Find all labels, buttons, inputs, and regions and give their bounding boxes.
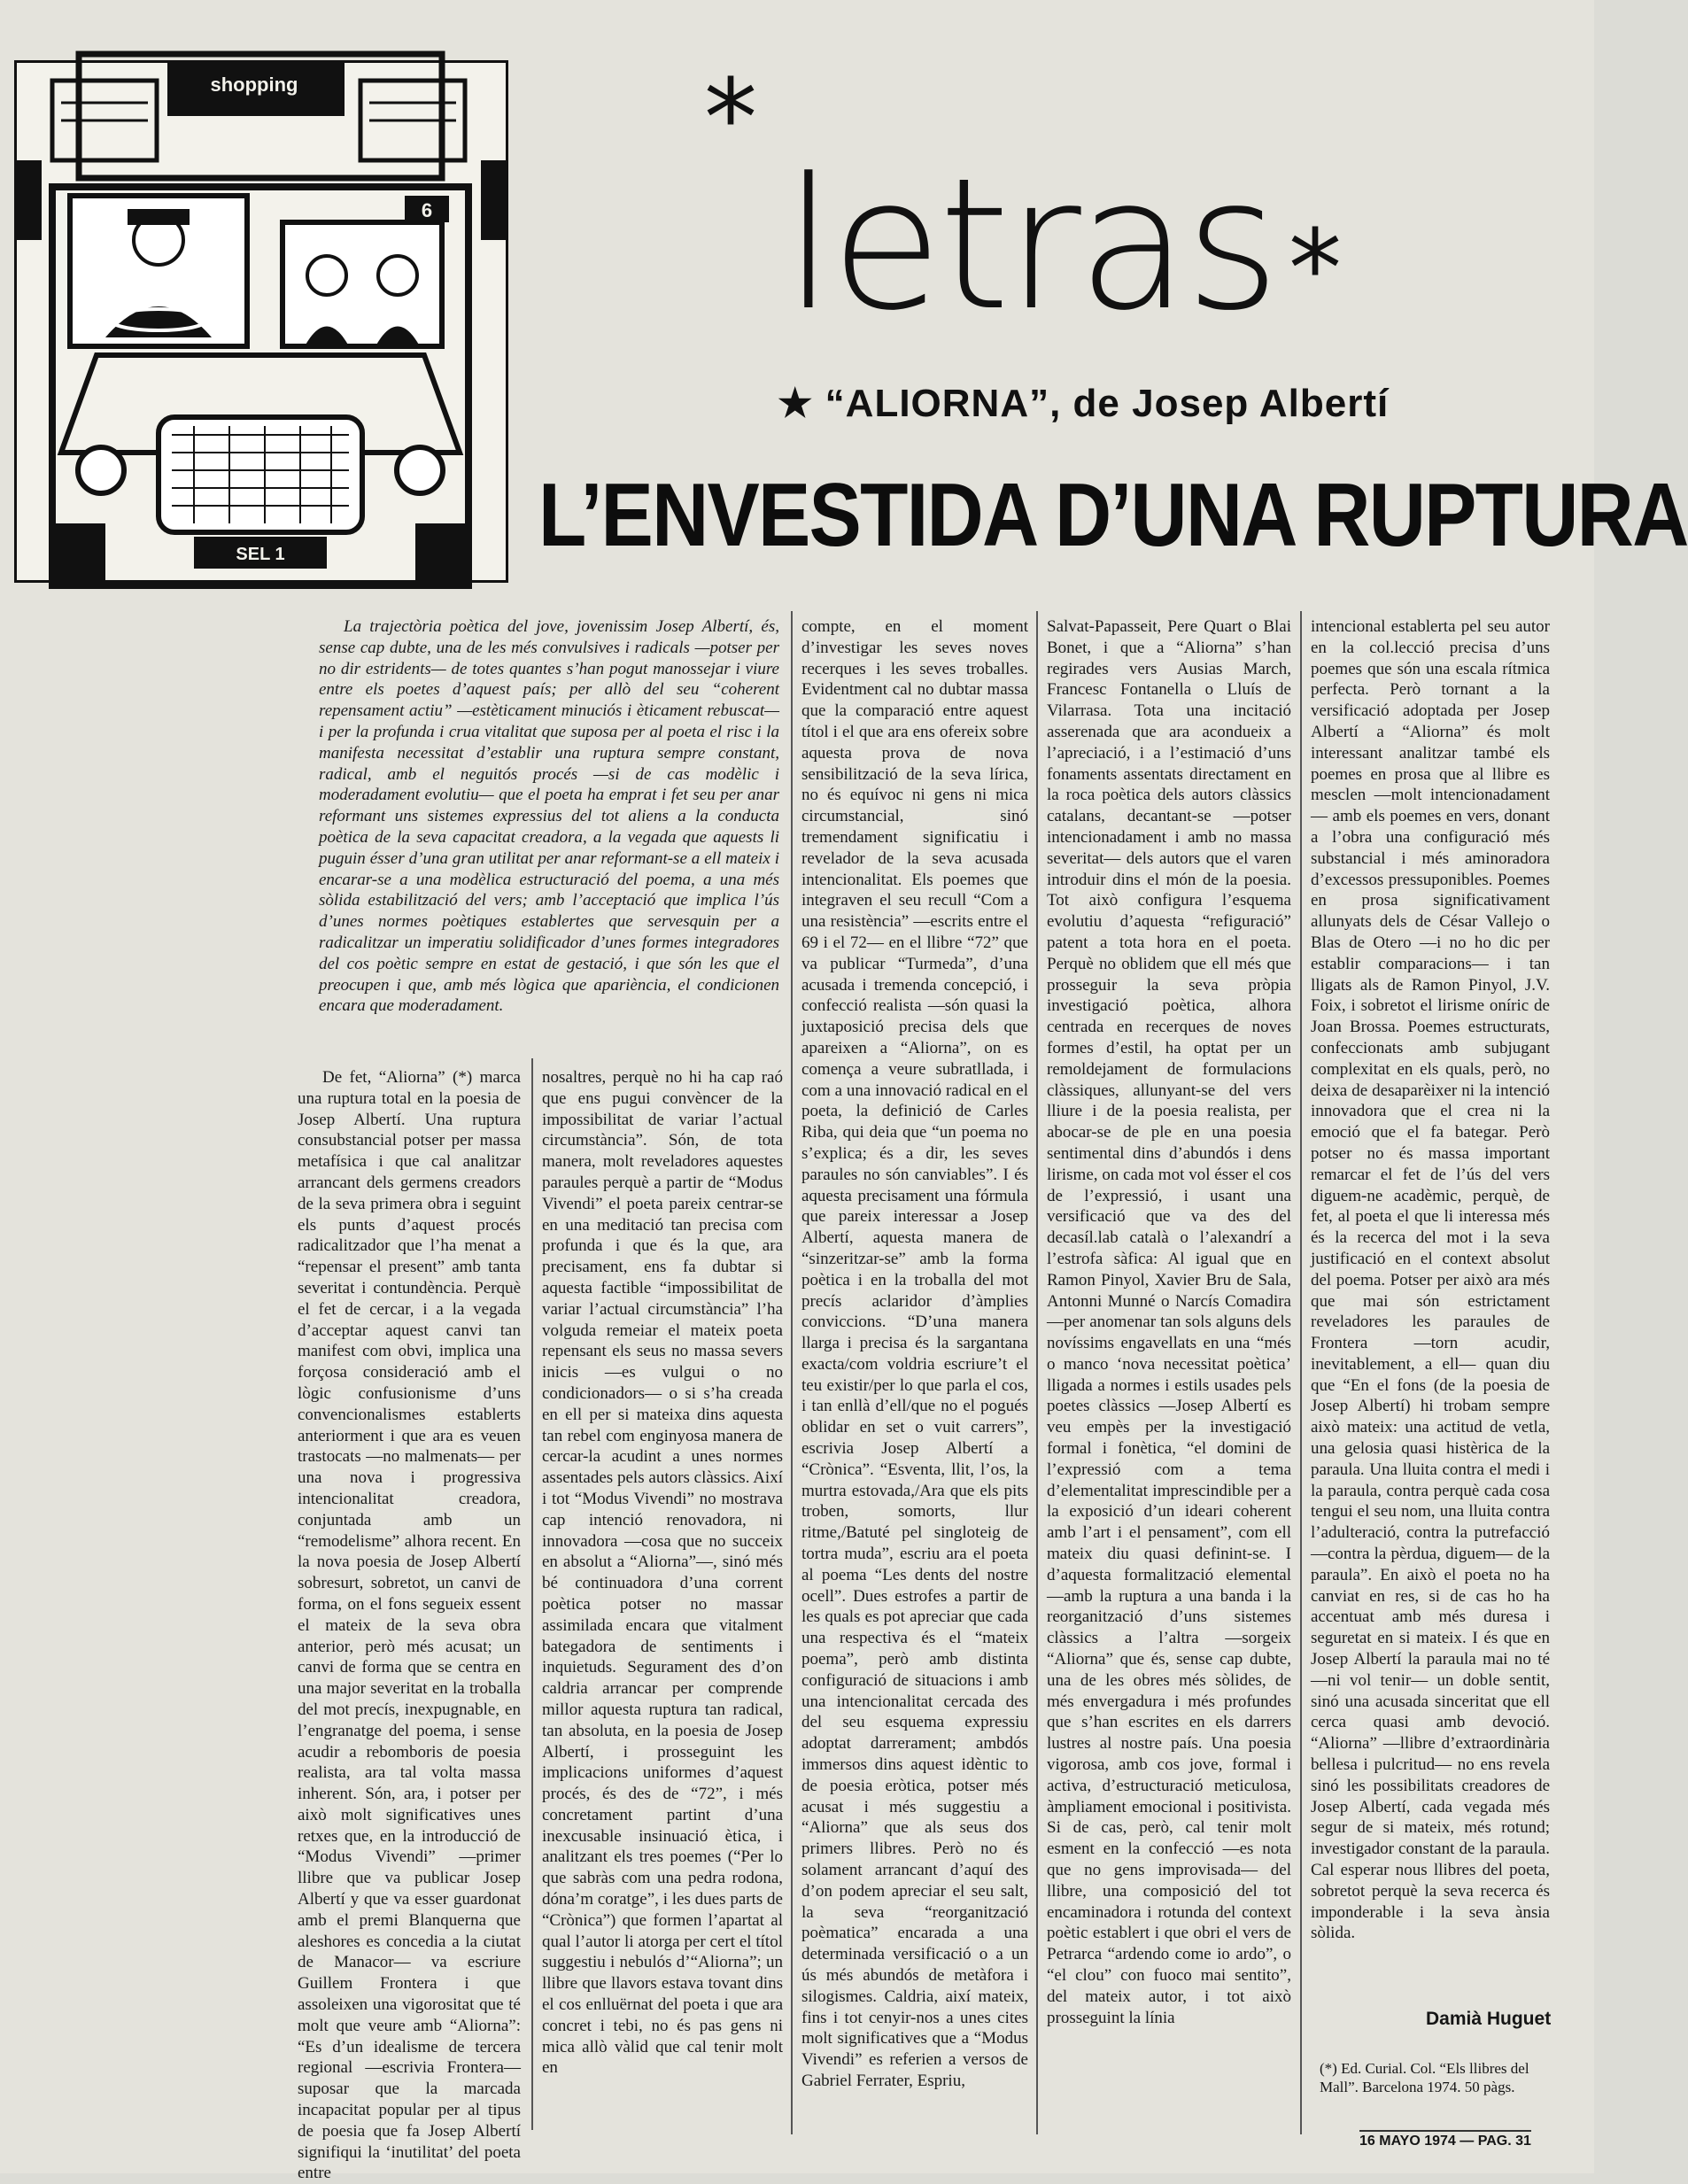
article-column-1 xyxy=(298,1067,521,2183)
column-1-text: De fet, “Aliorna” (*) marca una ruptura total en la poesia de Josep Albertí. Una ruptura consubstancial potser per massa metafísica i que cal analitzar arrancant dels germens creadors de la seva primera obra i seguint els punts d’aquest procés radicalitzador que l’ha menat a “repensar el present” amb tanta severitat i contundència. Perquè el fet de cercar, i a la vegada d’acceptar aquest canvi tan manifest com obvi, implica una forçosa consideració amb el lògic confusionisme d’uns convencionalismes establerts anteriorment i que ara es veuen trastocats —no malmenats— per una nova i progressiva intencionalitat creadora, conjuntada amb un “remodelisme” alhora recent. En la nova poesia de Josep Albertí sobresurt, sobretot, un canvi de forma, on el fons segueix essent el mateix de la seva obra anterior, però més acusat; un canvi de forma que se centra en una major severitat en la troballa del mot precís, inexpugnable, en l’engranatge del poema, i sense acudir a rebomboris de poesia realista, ara tal volta massa inherent. Són, ara, i potser per això molt significatives unes retxes que, en la introducció de “Modus Vivendi” —primer llibre que va publicar Josep Albertí y que va esser guardonat amb el premi Blanquerna que aleshores es concedia a la ciutat de Manacor— va escriure Guillem Frontera i que assoleixen una vigorositat que té molt que veure amb “Aliorna”: “Es d’un idealisme de tercera regional —escrivia Frontera— suposar que la marcada incapacitat popular per al tipus de poesia que fa Josep Albertí signifiqui la ‘inutilitat’ del poeta entre xyxy=(298,1068,521,2183)
article-column-2 xyxy=(542,1067,783,2130)
masthead-star-right: * xyxy=(1289,208,1342,331)
bus-illustration xyxy=(14,60,508,583)
column-3-text: compte, en el moment d’investigar les seves noves recerques i les seves troballes. Evidentment cal no dubtar massa que la comparació entre aquest títol i el que ara ens ofereix sobre aquesta prova de nova sensibilització de la seva lírica, no és equívoc ni gens ni mica circumstancial, sinó tremendament significatiu i revelador de la seva acusada intencionalitat. Els poemes que integraven el seu recull “Com a una resistència” —escrits entre el 69 i el 72— en el llibre “72” que va publicar “Turmeda”, d’una acusada i tremenda concepció, i confecció realista —són quasi la juxtaposició precisa dels que apareixen a “Aliorna”, on es comença a veure subratllada, i com a una innovació radical en el poeta, la definició de Carles Riba, qui deia que “un poema no s’explica; és a dir, les seves paraules no són canviables”. I és aquesta precisament una fórmula que pareix interessar a Josep Albertí, aquesta manera de “sinzeritzar-se” amb la forma poètica i en la troballa del mot precís aclaridor d’àmplies conviccions. “D’una manera llarga i precisa és la sargantana exacta/com voldria escriure’t el teu existir/per lo que parla el cos, i tan enllà d’ell/que no el pogués oblidar en set o vuit carrers”, escrivia Josep Albertí a “Crònica”. “Esventa, llit, l’os, la murtra estovada,/Ara que els pits troben, somorts, llur ritme,/Batuté pel singloteig de tortra muda”, escriu ara el poeta al poema “Les dents del nostre ocell”. Dues estrofes a partir de les quals es pot apreciar que cada una respectiva és el “mateix poema”, però amb distinta configuració de situacions i amb una intencionalitat cercada des del seu esquema expressiu adoptat darrerament; ambdós immersos dins aquest idèntic to de poesia eròtica, potser més acusat i més suggestiu a “Aliorna” que als seus dos primers llibres. Però no és solament arrancant d’aquí des d’on podem apreciar el seu salt, la seva “reorganització poèmatica” encarada a una determinada versificació o a un ús més abundós de metàfora i silogismes. Caldria, així mateix, fins i tot cenyir-nos a unes cites molt significatives que a “Modus Vivendi” es referien a versos de Gabriel Ferrater, Espriu, xyxy=(801,617,1028,2090)
article-headline: L’ENVESTIDA D’UNA RUPTURA xyxy=(538,466,1688,565)
page-folio: 16 MAYO 1974 — PAG. 31 xyxy=(1359,2130,1531,2149)
column-2-text: nosaltres, perquè no hi ha cap raó que ens pugui convèncer de la impossibilitat de variar l’actual circumstància”. Són, de tota manera, molt reveladores aquestes paraules perquè a partir de “Modus Vivendi” el poeta pareix centrar-se en una meditació tan precisa com profunda i que és la que, ara precisament, ens fa dubtar si aquesta factible “impossibilitat de variar l’actual circumstància” l’ha volguda remeiar el mateix poeta repensant els seus no massa severs inicis —es vulgui o no condicionadors— o si s’ha creada en ell per si mateixa dins aquesta tan rebel com enginyosa manera de cercar-la acudint a unes normes assentades pels autors clàssics. Així i tot “Modus Vivendi” no mostrava cap intenció renovadora, ni innovadora —cosa que no succeix en absolut a “Aliorna”—, sinó més bé continuadora d’una corrent poètica potser no massar assimilada encara que vitalment bategadora de sentiments i inquietuds. Segurament des d’on caldria arrancar per comprende millor aquesta ruptura tan radical, tan absoluta, en la poesia de Josep Albertí, i prosseguint les implicacions uniformes d’aquest procés, és des de “72”, i més concretament partint d’una inexcusable insinuació ètica, i analitzant els tres poemes (“Per lo que sabràs com una pedra rodona, dóna’m coratge”, i les dues parts de “Crònica”) que formen l’apartat al qual l’autor li atorga per cert el títol suggestiu i nebulós d’“Aliorna”; un llibre que llavors estava tovant dins el cos enlluërnat del poeta i que ara concret i tebi, no és pas gens ni mica allò vàlid que cal tenir molt en xyxy=(542,1068,783,2078)
column-rule xyxy=(791,611,793,2134)
column-rule xyxy=(1036,611,1038,2134)
author-signature: Damià Huguet xyxy=(1426,2009,1552,2029)
masthead-star-left: * xyxy=(704,58,757,181)
route-number: 6 xyxy=(421,199,433,221)
article-subhead: ★ “ALIORNA”, de Josep Albertí xyxy=(778,382,1390,425)
article-column-3 xyxy=(801,616,1028,2131)
bus-drawing xyxy=(17,63,506,580)
column-5-text: intencional establerta pel seu autor en la col.lecció precisa d’uns poemes que són una escala rítmica perfecta. Però tornant a la versificació adoptada per Josep Albertí a “Aliorna” és molt interessant analitzar també els poemes en prosa que al llibre es mesclen —molt intencionadament— amb els poemes en vers, donant a l’obra una configuració més substancial i més aminoradora d’excessos pressuponibles. Poemes en prosa significativament allunyats dels de César Vallejo o Blas de Otero —i no ho dic per establir comparacions— i tan lligats als de Ramon Pinyol, J.V. Foix, i sobretot el lirisme oníric de Joan Brossa. Poemes estructurats, confeccionats amb subjugant complexitat en els quals, però, no deixa de desaparèixer ni la intenció innovadora que el crea ni la emoció que el fa bategar. Però potser no és massa important remarcar el fet de l’ús del vers diguem-ne acadèmic, perquè, de fet, al poeta el que li interessa més és la recerca del mot i la seva justificació en el context absolut del poema. Potser per això ara més que mai són estrictament reveladores les paraules de Frontera —torn acudir, inevitablement, a ell— quan diu que “En el fons (de la poesia de Josep Albertí) hi trobam sempre això mateix: una actitud de vetla, una gelosia quasi histèrica de la paraula. Una lluita contra el medi i la paraula, contra perquè cada cosa tengui el seu nom, una lluita contra l’adulteració, contra la putrefacció —contra la pèrdua, diguem— de la paraula”. En això el poeta no ha canviat en res, si de cas ho ha accentuat amb més duresa i seguretat en si mateix. I és que en Josep Albertí la paraula mai no té —ni vol tenir— un doble sentit, sinó una acusada sinceritat que ell cerca quasi amb devoció. “Aliorna” —llibre d’extraordinària bellesa i pulcritud— no ens revela sinó les possibilitats creadores de Josep Albertí, cada vegada més segur de si mateix, més rotund; investigador constant de la paraula. Cal esperar nous llibres del poeta, sobretot perquè la seva recerca és imponderable i la seva ànsia sòlida. xyxy=(1311,617,1550,1943)
column-rule xyxy=(1300,611,1302,2134)
article-intro xyxy=(319,616,779,1033)
column-4-text: Salvat-Papasseit, Pere Quart o Blai Bonet, i que a “Aliorna” s’han regirades vers Ausias March, Francesc Fontanella o Lluís de Vilarrasa. Tota una incitació asserenada que ara acondueix a l’apreciació, i a l’estimació d’uns fonaments assentats directament en la roca poètica dels autors clàssics catalans, decantant-se —potser intencionadament i amb no massa severitat— dels autors que el varen introduir dins el món de la poesia. Tot això configura l’esquema evolutiu d’aquesta “refiguració” patent a tota hora en el poeta. Perquè no oblidem que ell més que prosseguir la seva pròpia investigació poètica, alhora centrada en recerques de noves formes d’estil, ha optat per un remoldejament de formulacions clàssiques, allunyant-se del vers lliure i de la poesia realista, per abocar-se de ple en una poesia sentimental dins d’abundós i dens lirisme, on cada mot vol ésser el cos de l’expressió, i usant una versificació que va des del decasíl.lab català o l’alexandrí a l’estrofa sàfica: Al igual que en Ramon Pinyol, Xavier Bru de Sala, Antonni Munné o Narcís Comadira —per anomenar tan sols alguns dels novíssims engavellats en una “més o manco ‘nova necessitat poètica’ lligada a normes i estils usades pels poetes clàssics —Josep Albertí es veu empès per la investigació formal i fonètica, “el domini de l’expressió com a tema d’elementalitat imprescindible per a la exposició d’un ideari coherent amb l’art i el pensament”, com ell mateix diu quasi definint-se. I d’aquesta formalització elemental —amb la ruptura a una banda i la reorganització d’uns sistemes clàssics a l’altra —sorgeix “Aliorna” que és, sense cap dubte, una de les obres més sòlides, de més envergadura i més profundes que s’han escrites en els darrers lustres al nostre país. Una poesia vigorosa, amb cos jove, formal i activa, d’estructuració meticulosa, àmpliament emocional i positivista. Si de cas, però, cal tenir molt esment en la confecció —es nota que no gens improvisada— del llibre, una composició del tot encaminadora i rotunda del context poètic establert i que obri el vers de Petrarca “ardendo come io ardo”, o “el clou” con fuoco mai sentito”, del mateix autor, i tot això prosseguint la línia xyxy=(1047,617,1291,2027)
column-rule xyxy=(531,1058,533,2130)
footnote: (*) Ed. Curial. Col. “Els llibres del Mall”. Barcelona 1974. 50 pàgs. xyxy=(1320,2060,1529,2095)
section-title: letras xyxy=(784,140,1277,351)
article-column-5 xyxy=(1311,616,1550,1985)
article-column-4 xyxy=(1047,616,1291,2131)
intro-text: La trajectòria poètica del jove, jovenissim Josep Albertí, és, sense cap dubte, una de les més convulsives i radicals —potser per no dir estridents— de totes quantes s’han pogut manossejar i viure entre els poetes d’aquest país; per allò del seu “coherent repensament actiu” —estèticament minuciós i èticament rebuscat— i per la profunda i crua vitalitat que suposa per al poeta el risc i la manifesta necessitat d’establir una ruptura sempre constant, radical, amb el neguitós procés —si de cas modèlic i moderadament evolutiu— que el poeta ha emprat i fet seu per anar reformant uns sistemes expressius del tot aliens a la conducta poètica de la seva capacitat creadora, a la vegada que aquests li puguin ésser d’una gran utilitat per anar reformant-se a ell mateix i encarar-se a una modèlica estructuració del poema, a una més sòlida estabilització del vers; amb l’acceptació que implica l’ús d’unes normes poètiques establertes que servesquin per a radicalitzar un imperatiu solidificador d’unes formes integradores del cos poètic sempre en estat de gestació, i que són les que el preocupen i que, amb més lògica que apariència, el condicionen encara que moderadament. xyxy=(319,617,779,1016)
section-masthead xyxy=(678,49,1386,351)
license-plate: SEL 1 xyxy=(236,545,285,564)
bus-sign: shopping xyxy=(210,74,298,96)
